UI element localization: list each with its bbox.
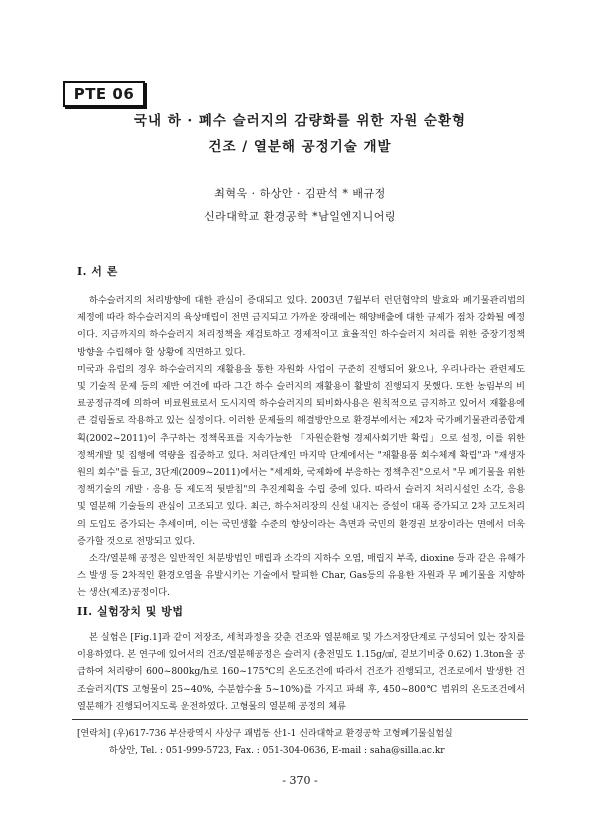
footer-divider [72,719,528,720]
title-line-2: 건조 / 열분해 공정기술 개발 [208,139,392,155]
methods-paragraph: 본 실험은 [Fig.1]과 같이 저장조, 세척과정을 갖춘 건조와 열분해로 및 가스저장단계로 구성되어 있는 장치를 이용하였다. 본 연구에 있어서의 건조/열분해공정은 슬러지 (충전밀도 1.15g/㎤, 겉보기비중 0.62) 1.3ton을 공급하여 처리량이 600~800kg/h로 160~175℃의 온도조건에 따라서 건조가 진행되고, 건조로에서 발생한 건조슬러지(TS 고형물이 25~40%, 수분함수율 5~10%)를 가지고 파쇄 후, 450~800℃ 범위의 온도조건에서 열분해가 진행되어지도록 운전하였다. 고형물의 열분해 공정의 체류 [77,632,525,712]
introduction-body [77,292,525,602]
contact-details: 하상안, Tel. : 051-999-5723, Fax. : 051-304-0636, E-mail : saha@silla.ac.kr [109,746,445,756]
page-number: - 370 - [282,774,318,787]
affiliation: 신라대학교 환경공학 *남일엔지니어링 [203,210,396,223]
author-list: 최혁욱 · 하상안 · 김판석 * 배규정 [214,187,386,200]
intro-paragraph: 소각/열분해 공정은 일반적인 처분방법인 매립과 소각의 지하수 오염, 매립지 부족, dioxine 등과 같은 유해가스 발생 등 2차적인 환경오염을 유발시키는 기술에서 탈피한 Char, Gas등의 유용한 자원과 무 폐기물을 지향하는 생산(제조)공정이다. [77,553,525,599]
section-heading-methods: II. 실험장치 및 방법 [77,605,184,618]
intro-paragraph: 미국과 유럽의 경우 하수슬러지의 재활용을 통한 자원화 사업이 구준히 진행되어 왔으나, 우리나라는 관련제도 및 기술적 문제 등의 제반 여건에 따라 그간 하수 슬러지의 재활용이 활발히 진행되지 못했다. 또한 농림부의 비료공정규격에 의하여 비료원료로서 도시지역 하수슬러지의 퇴비화사용은 원칙적으로 금지하고 있어서 재활용에 큰 걸림돌로 작용하고 있는 실정이다. 이러한 문제들의 해결방안으로 환경부에서는 제2차 국가폐기물관리종합계획(2002~2011)이 추구하는 정책목표를 지속가능한 「자원순환형 경제사회기반 확립」으로 설정, 이를 위한 정책개발 및 집행에 역량을 집중하고 있다. 처리단계인 마지막 단계에서는 "재활용품 회수체계 확립"과 "재생자원의 회수"를 들고, 3단계(2009~2011)에서는 "세계화, 국제화에 부응하는 정책추진"으로서 "무 폐기물을 위한 정책기술의 개발 · 응용 등 제도적 뒷받침"의 추진계획을 수립 중에 있다. 따라서 슬러지 처리시설인 소각, 응용 및 열분해 기술들의 관심이 고조되고 있다. 최근, 하수처리장의 신설 내지는 증설이 대폭 증가되고 2차 고도처리의 도입도 증가되는 추세이며, 이는 국민생활 수준의 향상이라는 측면과 국민의 환경권 보장이라는 면에서 더욱 증가할 것으로 전망되고 있다. [77,363,525,547]
session-badge: PTE 06 [63,81,145,107]
methods-body [77,629,525,715]
title-line-1: 국내 하 · 폐수 슬러지의 감량화를 위한 자원 순환형 [133,113,467,129]
contact-address: [연락처] (우)617-736 부산광역시 사상구 괘법동 산1-1 신라대학교 환경공학 고형폐기물실험실 [77,729,453,739]
intro-paragraph: 하수슬러지의 처리방향에 대한 관심이 증대되고 있다. 2003년 7월부터 런던협약의 발효와 폐기물관리법의 제정에 따라 하수슬러지의 육상매립이 전면 금지되고 가까운 장래에는 해양배출에 대한 규제가 점차 강화될 예정이다. 지금까지의 하수슬러지 처리정책을 재검토하고 경제적이고 효율적인 하수슬러지 처리를 위한 중장기정책 방향을 수립해야 할 상황에 직면하고 있다. [77,295,525,358]
section-heading-introduction: I. 서 론 [77,265,118,278]
